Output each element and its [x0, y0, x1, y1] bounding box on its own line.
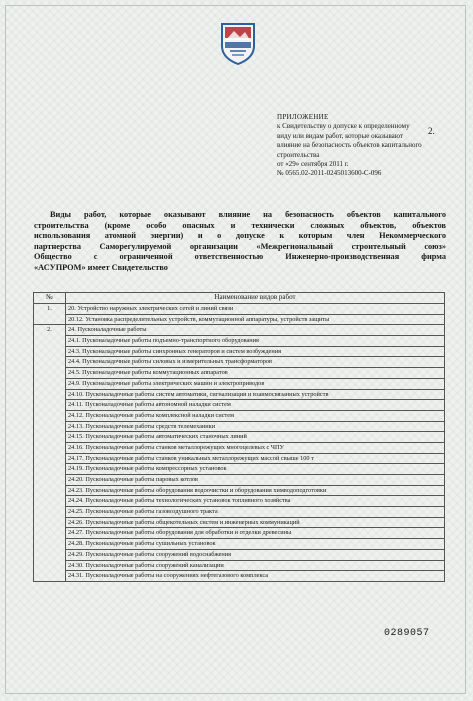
work-type-name: 24.4. Пусконаладочные работы силовых и измерительных трансформаторов [66, 357, 445, 368]
work-type-name: 24.13. Пусконаладочные работы средств телемеханики [66, 421, 445, 432]
table-row [34, 368, 445, 379]
intro-line: Виды работ, которые оказывают влияние на безопасность объектов капитального [50, 210, 446, 219]
table-row [34, 549, 445, 560]
work-type-name: 24. Пусконаладочные работы [66, 325, 445, 336]
work-type-name: 24.30. Пусконаладочные работы сооружений канализации [66, 560, 445, 571]
table-row [34, 571, 445, 582]
work-type-name: 24.9. Пусконаладочные работы электрических машин и электроприводов [66, 378, 445, 389]
appendix-title: ПРИЛОЖЕНИЕ [277, 113, 329, 121]
intro-line: использования атомной энергии) и о допуске к которым член Некоммерческого [34, 231, 446, 241]
table-body [34, 304, 445, 582]
table-header-row [34, 293, 445, 304]
table-row [34, 432, 445, 443]
work-type-name: 24.20. Пусконаладочные работы паровых котлов [66, 475, 445, 486]
intro-line: Общество с ограниченной ответственностью Инженерно-производственная фирма [34, 252, 446, 262]
work-type-name: 24.23. Пусконаладочные работы оборудования водоочистки и оборудования химводоподготовки [66, 485, 445, 496]
intro-paragraph [34, 210, 446, 274]
work-type-name: 24.31. Пусконаладочные работы на сооружениях нефтегазового комплекса [66, 571, 445, 582]
mss-emblem-icon [212, 18, 264, 66]
table-row [34, 421, 445, 432]
work-types-table [33, 292, 445, 582]
work-type-name: 20.12. Установка распределительных устройств, коммутационной аппаратуры, устройств защиты [66, 314, 445, 325]
table-row [34, 304, 445, 315]
work-type-name: 24.26. Пусконаладочные работы общекотельных систем и инженерных коммуникаций [66, 517, 445, 528]
table-row [34, 325, 445, 336]
table-row [34, 314, 445, 325]
work-type-name: 24.15. Пусконаладочные работы автоматических станочных линий [66, 432, 445, 443]
work-type-name: 24.29. Пусконаладочные работы сооружений водоснабжения [66, 549, 445, 560]
row-number: 1. [34, 304, 66, 325]
intro-line: партнерства Саморегулируемой организации «Межрегиональный строительный союз» [34, 241, 446, 251]
work-type-name: 24.5. Пусконаладочные работы коммутационных аппаратов [66, 368, 445, 379]
table-row [34, 539, 445, 550]
work-type-name: 24.19. Пусконаладочные работы компрессорных установок [66, 464, 445, 475]
page-number: 2. [428, 126, 435, 136]
work-type-name: 24.11. Пусконаладочные работы автономной наладки систем [66, 400, 445, 411]
table-row [34, 453, 445, 464]
table-row [34, 496, 445, 507]
table-row [34, 528, 445, 539]
table-row [34, 464, 445, 475]
work-type-name: 24.17. Пусконаладочные работы станков уникальных металлорежущих массой свыше 100 т [66, 453, 445, 464]
table-row [34, 410, 445, 421]
work-type-name: 24.12. Пусконаладочные работы комплексной наладки систем [66, 410, 445, 421]
appendix-line: влияние на безопасность объектов капитального [277, 141, 422, 150]
table-row [34, 336, 445, 347]
table-row [34, 475, 445, 486]
work-type-name: 24.24. Пусконаладочные работы технологических установок топливного хозяйства [66, 496, 445, 507]
column-header-name: Наименование видов работ [66, 293, 445, 304]
appendix-line: к Свидетельству о допуске к определенному [277, 122, 410, 131]
table-row [34, 389, 445, 400]
appendix-line: строительства [277, 150, 320, 159]
column-header-number: № [34, 293, 66, 304]
work-type-name: 24.27. Пусконаладочные работы оборудования для обработки и отделки древесины [66, 528, 445, 539]
table-row [34, 378, 445, 389]
table-row [34, 485, 445, 496]
row-number: 2. [34, 325, 66, 582]
table-row [34, 560, 445, 571]
certificate-number: № 0565.02-2011-0245013600-С-096 [277, 169, 382, 178]
intro-line: строительства (кроме особо опасных и технически сложных объектов, объектов [34, 220, 446, 230]
work-type-name: 24.28. Пусконаладочные работы сушильных установок [66, 539, 445, 550]
appendix-block [277, 113, 457, 179]
work-type-name: 24.1. Пусконаладочные работы подъемно-транспортного оборудования [66, 336, 445, 347]
appendix-date: от «29» сентября 2011 г. [277, 160, 349, 169]
work-type-name: 20. Устройство наружных электрических сетей и линий связи [66, 304, 445, 315]
work-type-name: 24.25. Пусконаладочные работы газовоздушного тракта [66, 507, 445, 518]
table-row [34, 357, 445, 368]
serial-number: 0289057 [384, 628, 430, 639]
work-type-name: 24.10. Пусконаладочные работы систем автоматики, сигнализации и взаимосвязанных устройств [66, 389, 445, 400]
work-type-name: 24.16. Пусконаладочные работы станков металлорежущих многоцелевых с ЧПУ [66, 442, 445, 453]
table-row [34, 400, 445, 411]
table-row [34, 442, 445, 453]
table-row [34, 507, 445, 518]
intro-line: «АСУПРОМ» имеет Свидетельство [34, 262, 168, 272]
appendix-line: виду или видам работ, которые оказывают [277, 131, 403, 140]
work-type-name: 24.3. Пусконаладочные работы синхронных генераторов и систем возбуждения [66, 346, 445, 357]
table-row [34, 517, 445, 528]
table-row [34, 346, 445, 357]
